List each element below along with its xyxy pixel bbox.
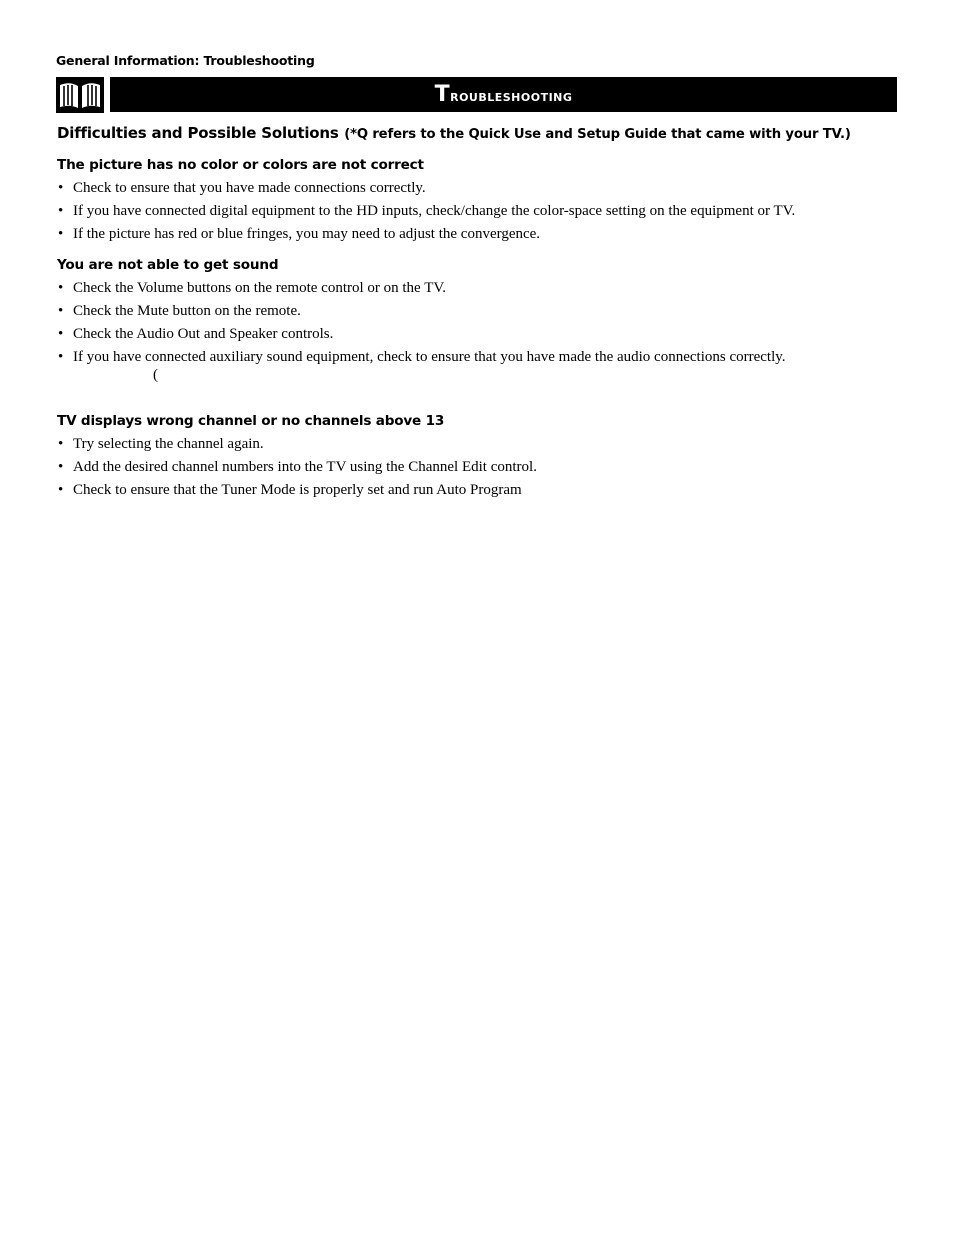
- list-item: [57, 479, 897, 502]
- page-title: Troubleshooting: [434, 81, 573, 107]
- stray-text: (: [153, 367, 158, 383]
- running-head: General Information: Troubleshooting: [56, 53, 315, 68]
- list-item: [57, 177, 897, 200]
- bullet-mark: •: [58, 459, 64, 475]
- list-item-text: Try selecting the channel again.: [73, 436, 264, 452]
- list-item: [57, 200, 897, 223]
- intro-line: [57, 123, 851, 142]
- bullet-mark: •: [58, 180, 64, 196]
- list-item: [57, 346, 897, 369]
- bullet-mark: •: [58, 482, 64, 498]
- list-item: [57, 456, 897, 479]
- bullet-mark: •: [58, 436, 64, 452]
- bullet-mark: •: [58, 303, 64, 319]
- section-heading: You are not able to get sound: [57, 257, 279, 273]
- list-item-text: Check the Volume buttons on the remote control or on the TV.: [73, 280, 447, 296]
- bullet-list: [57, 433, 897, 502]
- list-item-text: Check to ensure that the Tuner Mode is properly set and run Auto Program: [73, 482, 522, 498]
- section-wrong-channel: [57, 410, 897, 502]
- title-bar: [110, 77, 897, 112]
- list-item-text: Check the Audio Out and Speaker controls.: [73, 326, 334, 342]
- bullet-mark: •: [58, 326, 64, 342]
- open-book-icon: [56, 77, 104, 113]
- intro-heading: Difficulties and Possible Solutions: [57, 124, 339, 142]
- list-item-text: If you have connected auxiliary sound equipment, check to ensure that you have made the audio connections correctly.: [73, 349, 786, 365]
- section-no-sound: [57, 254, 897, 369]
- bullet-mark: •: [58, 226, 64, 242]
- section-no-color: [57, 154, 897, 246]
- list-item-text: If you have connected digital equipment to the HD inputs, check/change the color-space setting on the equipment or TV.: [73, 203, 796, 219]
- bullet-mark: •: [58, 280, 64, 296]
- intro-note: (*Q refers to the Quick Use and Setup Guide that came with your TV.): [344, 127, 851, 142]
- section-heading: TV displays wrong channel or no channels above 13: [57, 413, 445, 429]
- bullet-mark: •: [58, 203, 64, 219]
- bullet-list: [57, 177, 897, 246]
- list-item: [57, 277, 897, 300]
- list-item: [57, 300, 897, 323]
- list-item: [57, 433, 897, 456]
- list-item-text: Add the desired channel numbers into the TV using the Channel Edit control.: [73, 459, 537, 475]
- bullet-list: [57, 277, 897, 369]
- section-heading: The picture has no color or colors are not correct: [57, 157, 424, 173]
- list-item: [57, 323, 897, 346]
- list-item-text: If the picture has red or blue fringes, you may need to adjust the convergence.: [73, 226, 541, 242]
- list-item-text: Check to ensure that you have made connections correctly.: [73, 180, 426, 196]
- list-item-text: Check the Mute button on the remote.: [73, 303, 301, 319]
- bullet-mark: •: [58, 349, 64, 365]
- list-item: [57, 223, 897, 246]
